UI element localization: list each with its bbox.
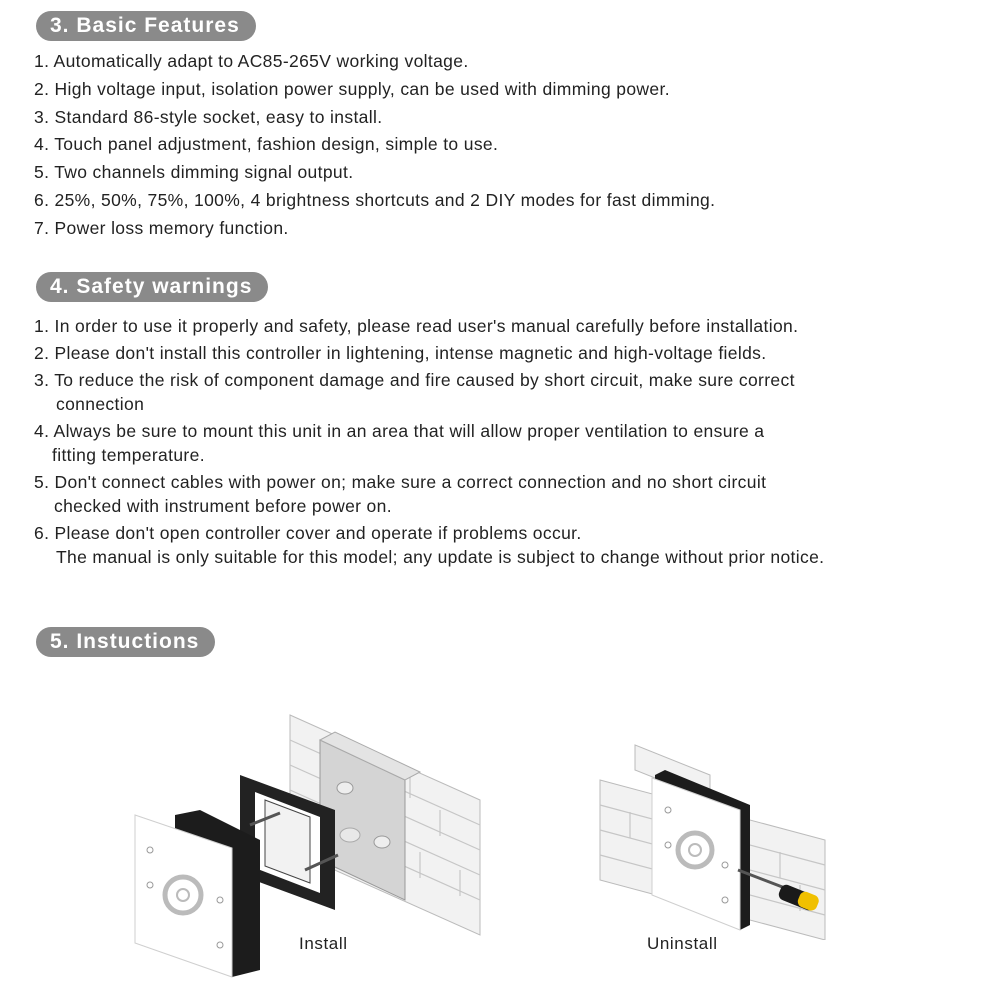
section-title-basic-features: 3. Basic Features [36,11,256,41]
warning-continuation: checked with instrument before power on. [54,496,392,516]
list-item: 7. Power loss memory function. [34,217,289,238]
uninstall-illustration [590,740,840,940]
features-list [34,49,715,244]
section-title-safety-warnings: 4. Safety warnings [36,272,268,302]
list-item: 6. 25%, 50%, 75%, 100%, 4 brightness shortcuts and 2 DIY modes for fast dimming. [34,189,716,210]
touch-panel-icon [652,770,750,930]
warning-line: 5. Don't connect cables with power on; make sure a correct connection and no short circuit [34,472,767,492]
warning-line: 4. Always be sure to mount this unit in an area that will allow proper ventilation to ensure a [34,421,765,441]
list-item: 4. Touch panel adjustment, fashion design, simple to use. [34,134,499,155]
section-title-instructions: 5. Instuctions [36,627,215,657]
warning-line: 3. To reduce the risk of component damage and fire caused by short circuit, make sure correct [34,370,795,390]
warning-continuation: connection [56,394,145,414]
warning-line: 2. Please don't install this controller in lightening, intense magnetic and high-voltage fields. [34,343,767,363]
warning-continuation: fitting temperature. [52,445,205,465]
touch-panel-icon [135,810,260,977]
list-item [34,419,824,467]
warning-line: 6. Please don't open controller cover and operate if problems occur. [34,523,582,543]
list-item: 1. Automatically adapt to AC85-265V working voltage. [34,51,469,71]
list-item [34,341,824,365]
install-caption: Install [299,934,348,953]
list-item [34,368,824,416]
list-item: 3. Standard 86-style socket, easy to install. [34,106,383,127]
list-item: 2. High voltage input, isolation power supply, can be used with dimming power. [34,78,670,99]
warning-continuation: The manual is only suitable for this model; any update is subject to change without prior notice. [56,547,825,567]
list-item [34,521,824,569]
warning-line: 1. In order to use it properly and safety, please read user's manual carefully before installation. [34,316,799,336]
list-item: 5. Two channels dimming signal output. [34,162,354,183]
list-item [34,470,824,518]
uninstall-caption: Uninstall [647,934,718,953]
list-item [34,314,824,338]
warnings-list [34,314,824,572]
